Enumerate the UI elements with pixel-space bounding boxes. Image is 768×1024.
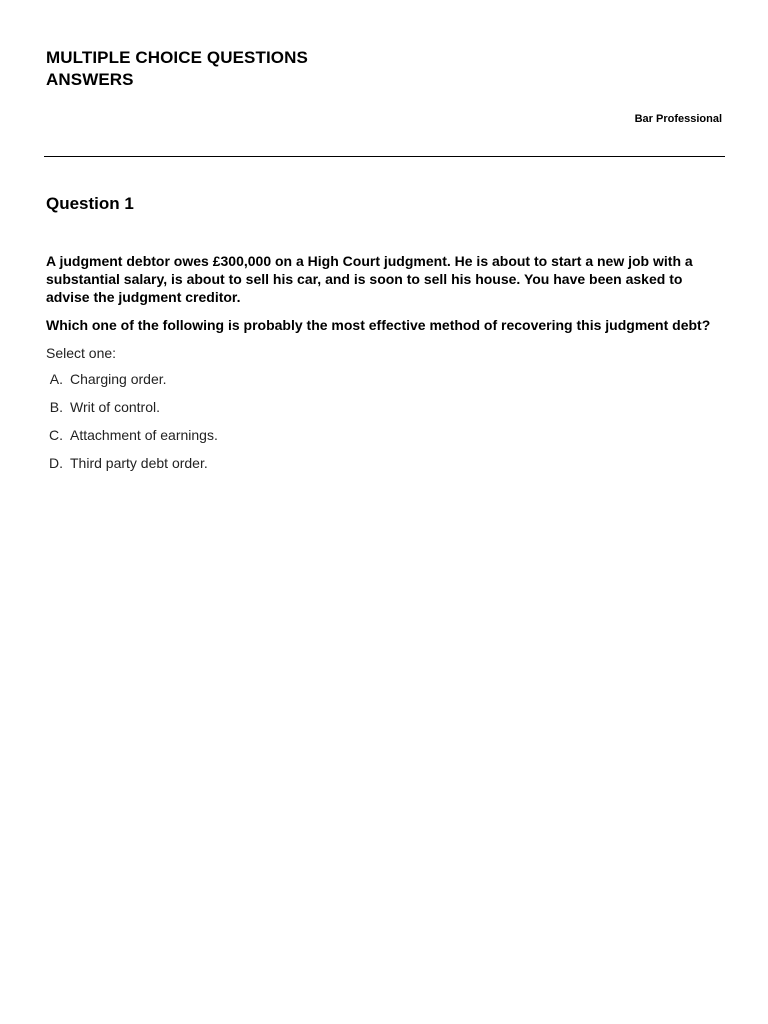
document-title	[46, 47, 308, 91]
answer-option-a[interactable]	[46, 371, 446, 399]
answer-option-b[interactable]	[46, 399, 446, 427]
option-letter: D.	[49, 455, 63, 471]
option-text: Charging order.	[70, 371, 167, 387]
option-letter: C.	[49, 427, 63, 443]
question-stem: A judgment debtor owes £300,000 on a High Court judgment. He is about to start a new job with a substantial salary, is about to sell his car, and is soon to sell his house. You have been asked to advise the judgment creditor.	[46, 253, 693, 305]
option-letter: B.	[49, 399, 63, 415]
option-letter: A.	[49, 371, 63, 387]
option-text: Third party debt order.	[70, 455, 208, 471]
question-heading: Question 1	[46, 194, 134, 213]
answer-options	[46, 371, 446, 483]
header-divider	[44, 156, 725, 157]
option-text: Attachment of earnings.	[70, 427, 218, 443]
document-title-line-2: ANSWERS	[46, 70, 134, 89]
answer-option-d[interactable]	[46, 455, 446, 483]
option-text: Writ of control.	[70, 399, 160, 415]
select-one-label: Select one:	[46, 345, 117, 361]
header-course-label: Bar Professional	[634, 113, 722, 125]
answer-option-c[interactable]	[46, 427, 446, 455]
document-title-line-1: MULTIPLE CHOICE QUESTIONS	[46, 48, 308, 67]
question-prompt: Which one of the following is probably the most effective method of recovering this judgment debt?	[46, 317, 711, 333]
